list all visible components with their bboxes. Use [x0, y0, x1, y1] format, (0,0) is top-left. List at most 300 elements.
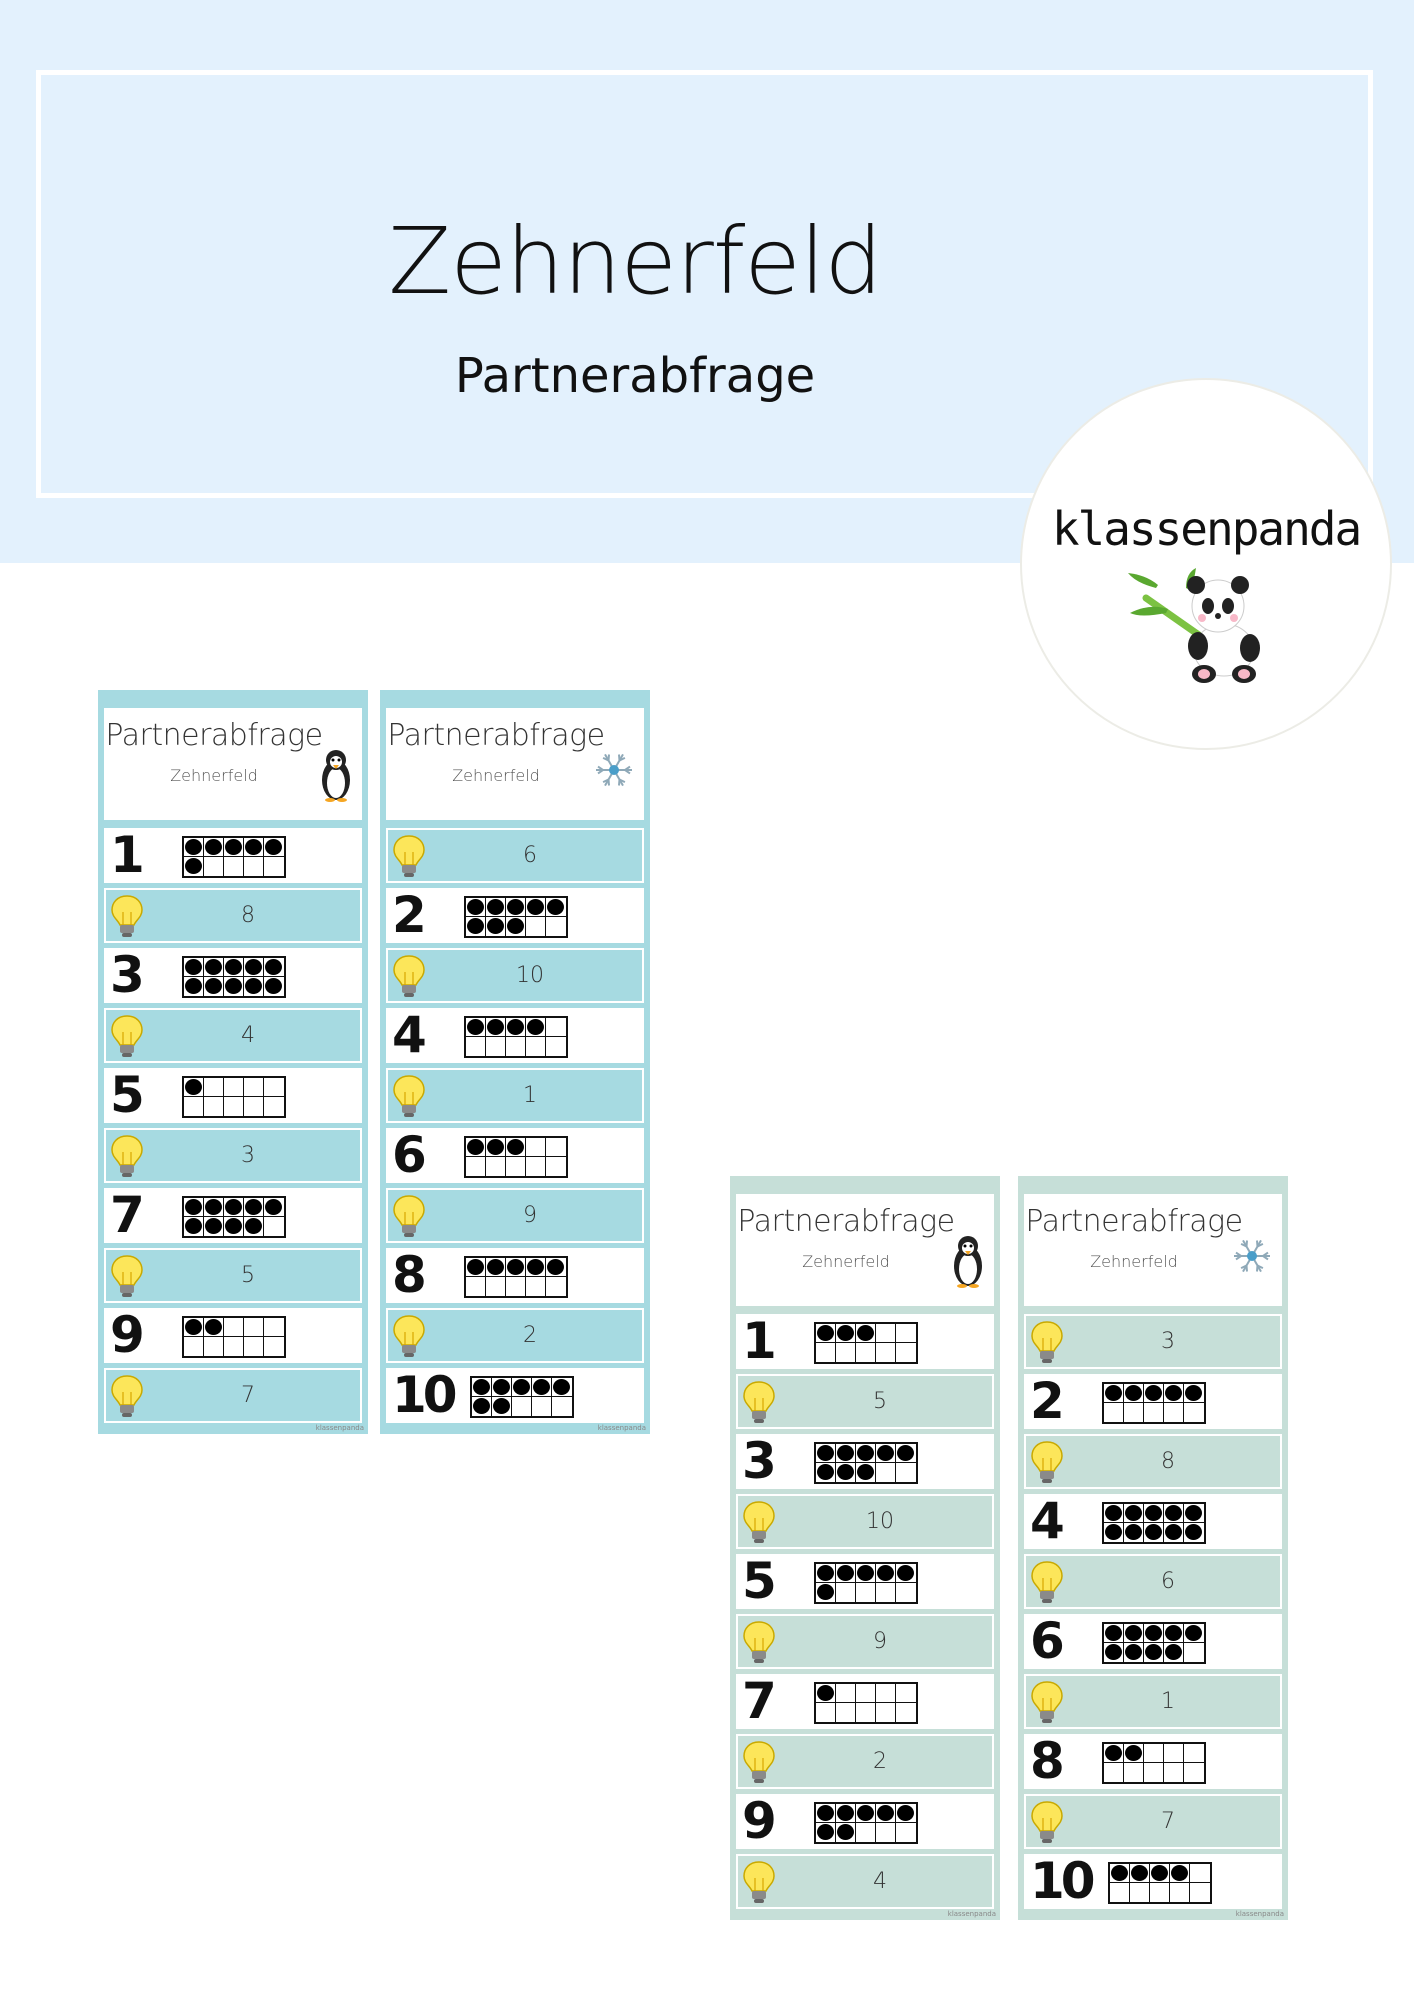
- answer-row: [104, 1368, 362, 1423]
- counter-dot: [817, 1445, 834, 1461]
- answer-row: [104, 1248, 362, 1303]
- question-row: [386, 1008, 644, 1063]
- ten-frame-cell: [532, 1378, 552, 1397]
- counter-dot: [225, 1199, 242, 1215]
- ten-frame: [182, 956, 286, 998]
- counter-dot: [857, 1445, 874, 1461]
- ten-frame-cell: [1104, 1403, 1124, 1422]
- ten-frame-cell: [184, 1217, 204, 1236]
- counter-dot: [487, 899, 504, 915]
- ten-frame-cell: [264, 1337, 284, 1356]
- answer-value: 2: [523, 1323, 537, 1348]
- answer-row: [736, 1854, 994, 1909]
- card-3: [730, 1176, 1000, 1920]
- ten-frame-cell: [506, 1018, 526, 1037]
- lightbulb-icon: [1030, 1680, 1064, 1728]
- counter-dot: [837, 1464, 854, 1480]
- ten-frame-cell: [264, 1198, 284, 1217]
- card-subtitle: Zehnerfeld: [802, 1252, 890, 1271]
- ten-frame-cell: [1150, 1883, 1170, 1902]
- counter-dot: [1105, 1644, 1122, 1660]
- ten-frame-cell: [856, 1804, 876, 1823]
- ten-frame-cell: [472, 1378, 492, 1397]
- card-header: [736, 1194, 994, 1306]
- ten-frame-cell: [856, 1684, 876, 1703]
- counter-dot: [225, 959, 242, 975]
- ten-frame-cell: [526, 1258, 546, 1277]
- counter-dot: [857, 1464, 874, 1480]
- ten-frame-cell: [184, 1078, 204, 1097]
- ten-frame-cell: [264, 958, 284, 977]
- counter-dot: [185, 858, 202, 874]
- ten-frame-cell: [244, 1318, 264, 1337]
- ten-frame-cell: [184, 958, 204, 977]
- ten-frame-cell: [224, 977, 244, 996]
- counter-dot: [185, 839, 202, 855]
- ten-frame-cell: [526, 1157, 546, 1176]
- ten-frame-cell: [244, 1078, 264, 1097]
- counter-dot: [1145, 1644, 1162, 1660]
- counter-dot: [487, 1139, 504, 1155]
- ten-frame-cell: [856, 1343, 876, 1362]
- question-row: [1024, 1734, 1282, 1789]
- card-brand: klassenpanda: [597, 1424, 646, 1432]
- counter-dot: [513, 1379, 530, 1395]
- ten-frame-cell: [184, 857, 204, 876]
- counter-dot: [527, 1019, 544, 1035]
- ten-frame-cell: [876, 1444, 896, 1463]
- counter-dot: [837, 1445, 854, 1461]
- ten-frame-cell: [896, 1804, 916, 1823]
- ten-frame-cell: [836, 1343, 856, 1362]
- ten-frame-cell: [546, 1277, 566, 1296]
- ten-frame-cell: [244, 857, 264, 876]
- question-number: 10: [392, 1366, 454, 1424]
- ten-frame-cell: [1184, 1504, 1204, 1523]
- counter-dot: [185, 1319, 202, 1335]
- question-number: 7: [110, 1186, 141, 1244]
- counter-dot: [473, 1379, 490, 1395]
- question-number: 1: [742, 1312, 773, 1370]
- ten-frame-cell: [526, 898, 546, 917]
- ten-frame-cell: [1124, 1523, 1144, 1542]
- ten-frame-cell: [816, 1823, 836, 1842]
- question-row: [104, 1308, 362, 1363]
- ten-frame-cell: [1124, 1504, 1144, 1523]
- counter-dot: [487, 1259, 504, 1275]
- counter-dot: [857, 1565, 874, 1581]
- question-row: [104, 1068, 362, 1123]
- question-number: 8: [392, 1246, 423, 1304]
- counter-dot: [473, 1398, 490, 1414]
- counter-dot: [1125, 1625, 1142, 1641]
- ten-frame-cell: [1144, 1523, 1164, 1542]
- ten-frame-cell: [184, 977, 204, 996]
- snowflake-icon: [592, 748, 636, 796]
- counter-dot: [1105, 1385, 1122, 1401]
- question-number: 7: [742, 1672, 773, 1730]
- counter-dot: [837, 1824, 854, 1840]
- ten-frame-cell: [204, 1217, 224, 1236]
- ten-frame-cell: [552, 1378, 572, 1397]
- ten-frame-cell: [856, 1564, 876, 1583]
- ten-frame-cell: [184, 1097, 204, 1116]
- answer-value: 10: [516, 963, 544, 988]
- question-row: [386, 1128, 644, 1183]
- question-number: 5: [742, 1552, 773, 1610]
- question-number: 6: [1030, 1612, 1061, 1670]
- ten-frame-cell: [224, 838, 244, 857]
- ten-frame-cell: [1164, 1403, 1184, 1422]
- ten-frame-cell: [224, 1097, 244, 1116]
- ten-frame-cell: [896, 1583, 916, 1602]
- ten-frame: [470, 1376, 574, 1418]
- answer-row: [386, 1068, 644, 1123]
- counter-dot: [245, 978, 262, 994]
- counter-dot: [817, 1584, 834, 1600]
- card-header: [1024, 1194, 1282, 1306]
- answer-value: 10: [866, 1509, 894, 1534]
- question-number: 9: [742, 1792, 773, 1850]
- answer-value: 1: [523, 1083, 537, 1108]
- ten-frame-cell: [486, 1277, 506, 1296]
- counter-dot: [1125, 1505, 1142, 1521]
- ten-frame-cell: [204, 857, 224, 876]
- ten-frame-cell: [1164, 1523, 1184, 1542]
- answer-row: [386, 828, 644, 883]
- counter-dot: [245, 1218, 262, 1234]
- answer-value: 4: [241, 1023, 255, 1048]
- ten-frame-cell: [224, 1318, 244, 1337]
- penguin-icon: [950, 1234, 986, 1292]
- ten-frame-cell: [836, 1583, 856, 1602]
- page-subtitle: Partnerabfrage: [454, 348, 816, 404]
- counter-dot: [527, 899, 544, 915]
- ten-frame-cell: [1144, 1403, 1164, 1422]
- ten-frame-cell: [204, 1078, 224, 1097]
- ten-frame: [814, 1802, 918, 1844]
- ten-frame-cell: [466, 1157, 486, 1176]
- counter-dot: [1185, 1385, 1202, 1401]
- counter-dot: [897, 1445, 914, 1461]
- ten-frame-cell: [506, 1138, 526, 1157]
- counter-dot: [1185, 1524, 1202, 1540]
- question-row: [386, 1368, 644, 1423]
- counter-dot: [185, 978, 202, 994]
- ten-frame-cell: [546, 1258, 566, 1277]
- question-row: [1024, 1494, 1282, 1549]
- ten-frame-cell: [204, 1198, 224, 1217]
- question-row: [1024, 1614, 1282, 1669]
- ten-frame-cell: [546, 1037, 566, 1056]
- ten-frame-cell: [876, 1343, 896, 1362]
- ten-frame-cell: [816, 1564, 836, 1583]
- ten-frame-cell: [816, 1703, 836, 1722]
- lightbulb-icon: [1030, 1320, 1064, 1368]
- ten-frame-cell: [896, 1684, 916, 1703]
- ten-frame-cell: [816, 1444, 836, 1463]
- card-rows: [104, 828, 362, 1423]
- ten-frame-cell: [1124, 1763, 1144, 1782]
- ten-frame-cell: [876, 1583, 896, 1602]
- counter-dot: [265, 839, 282, 855]
- ten-frame-cell: [896, 1324, 916, 1343]
- ten-frame-cell: [546, 1138, 566, 1157]
- ten-frame-cell: [486, 917, 506, 936]
- ten-frame-cell: [184, 1318, 204, 1337]
- ten-frame-cell: [876, 1804, 896, 1823]
- counter-dot: [897, 1805, 914, 1821]
- ten-frame: [464, 1136, 568, 1178]
- counter-dot: [1145, 1505, 1162, 1521]
- counter-dot: [225, 1218, 242, 1234]
- answer-row: [736, 1614, 994, 1669]
- counter-dot: [817, 1464, 834, 1480]
- ten-frame-cell: [244, 1217, 264, 1236]
- ten-frame-cell: [486, 898, 506, 917]
- ten-frame-cell: [1104, 1744, 1124, 1763]
- ten-frame-cell: [836, 1444, 856, 1463]
- ten-frame-cell: [466, 1258, 486, 1277]
- question-number: 10: [1030, 1852, 1092, 1910]
- ten-frame: [1102, 1382, 1206, 1424]
- ten-frame-cell: [492, 1397, 512, 1416]
- counter-dot: [507, 1139, 524, 1155]
- ten-frame-cell: [1164, 1744, 1184, 1763]
- answer-row: [386, 948, 644, 1003]
- lightbulb-icon: [742, 1620, 776, 1668]
- counter-dot: [265, 1199, 282, 1215]
- ten-frame-cell: [526, 1277, 546, 1296]
- ten-frame-cell: [204, 838, 224, 857]
- ten-frame-cell: [546, 1018, 566, 1037]
- answer-value: 9: [873, 1629, 887, 1654]
- answer-row: [1024, 1794, 1282, 1849]
- ten-frame-cell: [532, 1397, 552, 1416]
- ten-frame-cell: [224, 1337, 244, 1356]
- ten-frame-cell: [506, 1258, 526, 1277]
- card-rows: [1024, 1314, 1282, 1909]
- ten-frame-cell: [1184, 1744, 1204, 1763]
- counter-dot: [837, 1325, 854, 1341]
- ten-frame-cell: [244, 958, 264, 977]
- counter-dot: [877, 1445, 894, 1461]
- card-title: Partnerabfrage: [1025, 1204, 1243, 1239]
- counter-dot: [1125, 1644, 1142, 1660]
- ten-frame-cell: [816, 1343, 836, 1362]
- counter-dot: [553, 1379, 570, 1395]
- counter-dot: [205, 1199, 222, 1215]
- counter-dot: [1165, 1385, 1182, 1401]
- ten-frame-cell: [896, 1564, 916, 1583]
- ten-frame-cell: [1170, 1864, 1190, 1883]
- ten-frame-cell: [836, 1823, 856, 1842]
- ten-frame-cell: [1184, 1624, 1204, 1643]
- ten-frame-cell: [1144, 1504, 1164, 1523]
- card-subtitle: Zehnerfeld: [170, 766, 258, 785]
- counter-dot: [1145, 1385, 1162, 1401]
- counter-dot: [225, 839, 242, 855]
- question-row: [386, 888, 644, 943]
- counter-dot: [857, 1325, 874, 1341]
- ten-frame-cell: [1150, 1864, 1170, 1883]
- counter-dot: [205, 959, 222, 975]
- ten-frame-cell: [466, 917, 486, 936]
- ten-frame-cell: [876, 1823, 896, 1842]
- ten-frame-cell: [836, 1463, 856, 1482]
- ten-frame-cell: [264, 1078, 284, 1097]
- counter-dot: [185, 959, 202, 975]
- answer-value: 3: [1161, 1329, 1175, 1354]
- question-row: [736, 1674, 994, 1729]
- ten-frame-cell: [1124, 1744, 1144, 1763]
- ten-frame-cell: [224, 857, 244, 876]
- ten-frame-cell: [506, 917, 526, 936]
- ten-frame-cell: [876, 1463, 896, 1482]
- ten-frame-cell: [466, 898, 486, 917]
- ten-frame-cell: [1124, 1624, 1144, 1643]
- ten-frame-cell: [486, 1018, 506, 1037]
- answer-value: 4: [873, 1869, 887, 1894]
- ten-frame-cell: [836, 1684, 856, 1703]
- ten-frame: [182, 1196, 286, 1238]
- answer-row: [1024, 1434, 1282, 1489]
- ten-frame-cell: [876, 1703, 896, 1722]
- ten-frame-cell: [546, 917, 566, 936]
- panda-icon: [1126, 568, 1286, 688]
- ten-frame: [1102, 1622, 1206, 1664]
- ten-frame-cell: [244, 1337, 264, 1356]
- counter-dot: [1185, 1505, 1202, 1521]
- counter-dot: [225, 978, 242, 994]
- card-header: [386, 708, 644, 820]
- card-brand: klassenpanda: [315, 1424, 364, 1432]
- ten-frame-cell: [1144, 1624, 1164, 1643]
- answer-row: [1024, 1554, 1282, 1609]
- ten-frame-cell: [486, 1037, 506, 1056]
- counter-dot: [1165, 1625, 1182, 1641]
- answer-value: 7: [241, 1383, 255, 1408]
- ten-frame-cell: [466, 1037, 486, 1056]
- counter-dot: [185, 1218, 202, 1234]
- counter-dot: [205, 1319, 222, 1335]
- question-number: 3: [110, 946, 141, 1004]
- brand-logo-text: klassenpanda: [1051, 502, 1361, 556]
- ten-frame-cell: [1104, 1504, 1124, 1523]
- counter-dot: [245, 1199, 262, 1215]
- ten-frame: [464, 1016, 568, 1058]
- ten-frame: [814, 1322, 918, 1364]
- counter-dot: [205, 839, 222, 855]
- answer-row: [104, 1128, 362, 1183]
- ten-frame-cell: [224, 1078, 244, 1097]
- ten-frame-cell: [244, 838, 264, 857]
- ten-frame-cell: [896, 1823, 916, 1842]
- ten-frame-cell: [1130, 1864, 1150, 1883]
- ten-frame-cell: [512, 1378, 532, 1397]
- ten-frame-cell: [1190, 1864, 1210, 1883]
- counter-dot: [817, 1824, 834, 1840]
- ten-frame: [182, 1076, 286, 1118]
- page-title: Zehnerfeld: [388, 208, 882, 315]
- ten-frame-cell: [1164, 1384, 1184, 1403]
- counter-dot: [487, 918, 504, 934]
- ten-frame-cell: [816, 1804, 836, 1823]
- counter-dot: [1125, 1524, 1142, 1540]
- lightbulb-icon: [1030, 1440, 1064, 1488]
- card-rows: [386, 828, 644, 1423]
- ten-frame-cell: [506, 1157, 526, 1176]
- ten-frame-cell: [816, 1583, 836, 1602]
- card-1: [98, 690, 368, 1434]
- ten-frame-cell: [264, 977, 284, 996]
- ten-frame: [814, 1562, 918, 1604]
- ten-frame: [1102, 1742, 1206, 1784]
- question-number: 1: [110, 826, 141, 884]
- answer-row: [104, 888, 362, 943]
- ten-frame-cell: [1184, 1403, 1204, 1422]
- ten-frame-cell: [1184, 1523, 1204, 1542]
- ten-frame-cell: [1184, 1643, 1204, 1662]
- ten-frame-cell: [224, 1198, 244, 1217]
- counter-dot: [1105, 1745, 1122, 1761]
- ten-frame-cell: [486, 1258, 506, 1277]
- lightbulb-icon: [392, 1074, 426, 1122]
- ten-frame-cell: [836, 1564, 856, 1583]
- lightbulb-icon: [110, 894, 144, 942]
- question-row: [104, 948, 362, 1003]
- counter-dot: [245, 839, 262, 855]
- answer-row: [736, 1374, 994, 1429]
- ten-frame-cell: [466, 1138, 486, 1157]
- answer-value: 3: [241, 1143, 255, 1168]
- ten-frame: [464, 896, 568, 938]
- answer-row: [736, 1494, 994, 1549]
- ten-frame-cell: [1124, 1643, 1144, 1662]
- counter-dot: [1105, 1524, 1122, 1540]
- counter-dot: [265, 978, 282, 994]
- answer-row: [104, 1008, 362, 1063]
- ten-frame-cell: [1170, 1883, 1190, 1902]
- counter-dot: [837, 1805, 854, 1821]
- ten-frame: [814, 1682, 918, 1724]
- ten-frame-cell: [1124, 1403, 1144, 1422]
- ten-frame: [1102, 1502, 1206, 1544]
- answer-value: 1: [1161, 1689, 1175, 1714]
- lightbulb-icon: [110, 1134, 144, 1182]
- ten-frame-cell: [816, 1324, 836, 1343]
- card-2: [380, 690, 650, 1434]
- ten-frame-cell: [1124, 1384, 1144, 1403]
- ten-frame-cell: [896, 1703, 916, 1722]
- counter-dot: [547, 1259, 564, 1275]
- counter-dot: [507, 1259, 524, 1275]
- ten-frame-cell: [492, 1378, 512, 1397]
- ten-frame-cell: [876, 1684, 896, 1703]
- ten-frame-cell: [856, 1703, 876, 1722]
- counter-dot: [547, 899, 564, 915]
- ten-frame-cell: [896, 1463, 916, 1482]
- ten-frame-cell: [856, 1444, 876, 1463]
- card-subtitle: Zehnerfeld: [452, 766, 540, 785]
- lightbulb-icon: [392, 834, 426, 882]
- ten-frame-cell: [264, 857, 284, 876]
- ten-frame-cell: [204, 958, 224, 977]
- answer-row: [386, 1188, 644, 1243]
- ten-frame-cell: [526, 1138, 546, 1157]
- counter-dot: [205, 1218, 222, 1234]
- ten-frame-cell: [184, 1337, 204, 1356]
